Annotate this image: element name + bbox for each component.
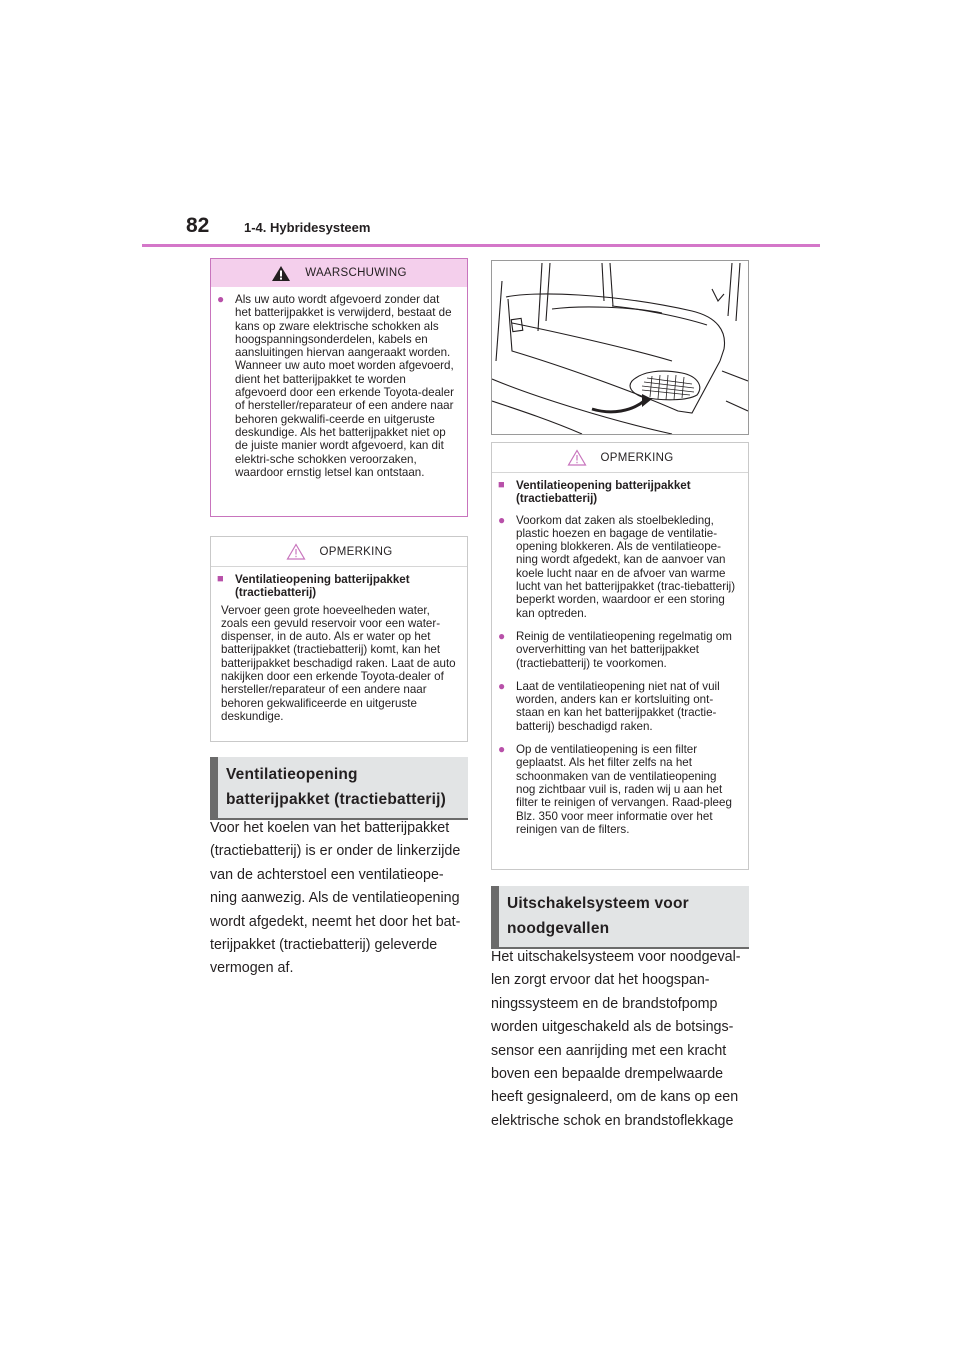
seat-drawing (492, 261, 748, 434)
note-box-title: OPMERKING (319, 545, 393, 558)
circle-bullet-icon: ● (498, 628, 506, 643)
note-text: Vervoer geen grote hoeveelheden water, zoals een gevuld reservoir voor een water-dispenser, in de auto. Als er water op het batterijpakket (tractiebatterij) komt, kan het batterijpakket beschadigd raken. Laat de auto nakijken door een erkende Toyota-dealer of hersteller/reparateur of een andere naar behoren gekwalificeerde en uitgeruste deskundige. (221, 603, 456, 723)
note-text: Reinig de ventilatieopening regelmatig om oververhitting van het batterijpakket (tractiebatterij) te voorkomen. (516, 629, 732, 670)
warning-text: Als uw auto wordt afgevoerd zonder dat het batterijpakket is verwijderd, bestaat de kans op zware elektrische schokken als hoogspanningsonderdelen, kabels en aansluitingen hiervan aangeraakt worden. Wanneer uw auto moet worden afgevoerd, dient het batterijpakket te worden afgevoerd door een erkende Toyota-dealer of hersteller/reparateur of een andere naar behoren gekwalifi-ceerde en uitgeruste deskundige. Als het batterijpakket niet op de juiste manier wordt afgevoerd, kan dit elektri-sche schokken veroorzaken, waardoor ernstig letsel kan ontstaan. (235, 293, 454, 479)
note-box-left (210, 536, 468, 742)
list-item (498, 514, 738, 620)
square-bullet-icon: ■ (217, 573, 224, 585)
note-subtitle: Ventilatieopening batterijpakket (tractiebatterij) (235, 573, 410, 600)
circle-bullet-icon: ● (498, 678, 506, 693)
square-bullet-icon: ■ (498, 479, 505, 491)
warning-triangle-icon (271, 265, 291, 282)
list-item (498, 630, 738, 670)
circle-bullet-icon: ● (498, 512, 506, 527)
section-heading-vent: Ventilatieopening batterijpakket (tractiebatterij) (210, 757, 468, 820)
note-text: Voorkom dat zaken als stoelbekleding, plastic hoezen en bagage de ventilatie-opening blokkeren. Als de ventilatieope-ning wordt afgedekt, kan de aanvoer van koele lucht naar en de afvoer van warme lucht van het batterijpakket (trac-tiebatterij) beperkt worden, waardoor er een storing kan optreden. (516, 513, 736, 620)
section-body-vent: Voor het koelen van het batterijpakket (tractiebatterij) is er onder de linkerzijde van de achterstoel een ventilatieope-ning aanwezig. Als de ventilatieopening wordt afgedekt, neemt het door het bat-terijpakket (tractiebatterij) geleverde vermogen af. (210, 820, 461, 977)
note-text: Laat de ventilatieopening niet nat of vuil worden, anders kan er kortsluiting ont-staan en kan het batterijpakket (tractie-batterij) beschadigd raken. (516, 679, 720, 733)
note-subtitle: Ventilatieopening batterijpakket (tractiebatterij) (516, 479, 691, 506)
header-divider (142, 244, 820, 247)
list-item (498, 743, 738, 836)
list-item (498, 479, 738, 506)
warning-triangle-icon (567, 449, 587, 466)
note-box-title: OPMERKING (600, 451, 674, 464)
list-item (217, 573, 457, 600)
warning-box-title: WAARSCHUWING (305, 267, 407, 279)
section-body-emergency: Het uitschakelsysteem voor noodgeval-len zorgt ervoor dat het hoogspan-ningssysteem en de brandstofpomp worden uitgeschakeld als de botsings-sensor een aanrijding met een kracht boven een bepaalde drempelwaarde heeft gesignaleerd, om de kans op een elektrische schok en brandstoflekkage (491, 949, 741, 1129)
section-title: 1-4. Hybridesysteem (244, 220, 371, 235)
page-number: 82 (186, 214, 210, 237)
list-item (498, 680, 738, 733)
warning-triangle-icon (286, 543, 306, 560)
note-box-header (211, 537, 467, 567)
list-item (217, 293, 457, 479)
note-box-header (492, 443, 748, 473)
warning-box (210, 258, 468, 517)
note-text: Op de ventilatieopening is een filter geplaatst. Als het filter zelfs na het schoonmaken van de ventilatieopening nog zichtbaar vuil is, raden wij u aan het filter te reinigen of vervangen. Raad-pleeg Blz. 350 voor meer informatie over het reinigen van de filters. (516, 743, 732, 836)
note-box-right (491, 442, 749, 870)
circle-bullet-icon: ● (498, 742, 506, 757)
circle-bullet-icon: ● (217, 292, 225, 306)
warning-box-header (211, 259, 467, 287)
section-heading-emergency: Uitschakelsysteem voor noodgevallen (491, 886, 749, 949)
rear-seat-vent-illustration (491, 260, 749, 435)
